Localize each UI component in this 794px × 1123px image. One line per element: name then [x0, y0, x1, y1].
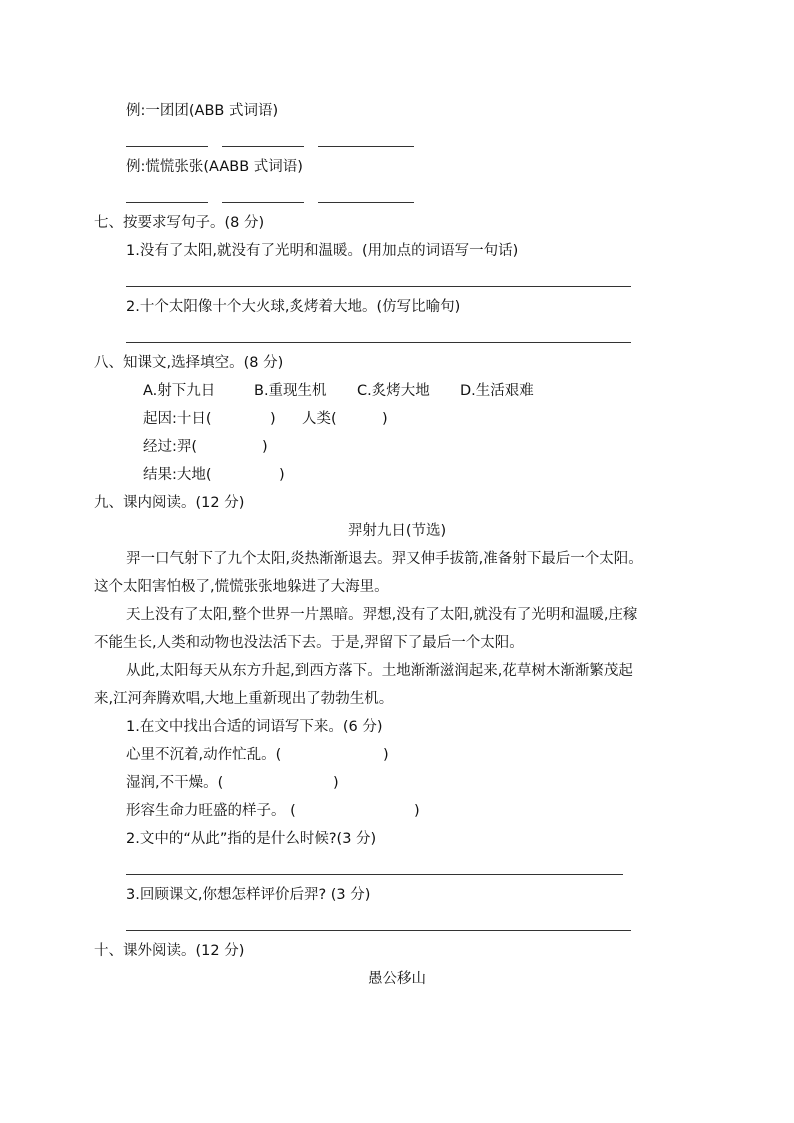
section-heading: 七、按要求写句子。(8 分)	[94, 215, 265, 231]
process-label: 经过:羿(	[143, 439, 198, 455]
answer-line[interactable]	[318, 202, 414, 203]
definition-b: 湿润,不干燥。(	[126, 775, 224, 791]
blank-close: )	[279, 467, 285, 483]
blank-close: )	[270, 411, 276, 427]
cause-label: 起因:十日(	[143, 411, 212, 427]
question-text: 1.没有了太阳,就没有了光明和温暖。(用加点的词语写一句话)	[126, 243, 519, 259]
blank-close: )	[383, 747, 389, 763]
question-text: 1.在文中找出合适的词语写下来。(6 分)	[126, 719, 383, 735]
section-heading: 十、课外阅读。(12 分)	[94, 943, 245, 959]
option-a: A.射下九日	[143, 383, 216, 399]
question-text: 2.十个太阳像十个大火球,炙烤着大地。(仿写比喻句)	[126, 299, 461, 315]
option-c: C.炙烤大地	[357, 383, 430, 399]
passage-line: 羿一口气射下了九个太阳,炎热渐渐退去。羿又伸手拔箭,准备射下最后一个太阳。	[126, 551, 643, 567]
example-abb: 例:一团团(ABB 式词语)	[126, 103, 279, 119]
question-text: 3.回顾课文,你想怎样评价后羿? (3 分)	[126, 887, 371, 903]
blank-close: )	[414, 803, 420, 819]
answer-line[interactable]	[126, 874, 623, 875]
section-heading: 九、课内阅读。(12 分)	[94, 495, 245, 511]
option-b: B.重现生机	[254, 383, 327, 399]
question-text: 2.文中的“从此”指的是什么时候?(3 分)	[126, 831, 377, 847]
passage-line: 这个太阳害怕极了,慌慌张张地躲进了大海里。	[94, 579, 389, 595]
definition-c: 形容生命力旺盛的样子。 (	[126, 803, 296, 819]
passage-line: 天上没有了太阳,整个世界一片黑暗。羿想,没有了太阳,就没有了光明和温暖,庄稼	[126, 607, 638, 623]
example-aabb: 例:慌慌张张(AABB 式词语)	[126, 159, 303, 175]
answer-line[interactable]	[222, 202, 304, 203]
answer-line[interactable]	[126, 146, 208, 147]
result-label: 结果:大地(	[143, 467, 212, 483]
humans-label: 人类(	[302, 411, 337, 427]
answer-line[interactable]	[126, 930, 631, 931]
section-heading: 八、知课文,选择填空。(8 分)	[94, 355, 284, 371]
answer-line[interactable]	[126, 342, 631, 343]
answer-line[interactable]	[222, 146, 304, 147]
passage-title: 愚公移山	[368, 971, 426, 987]
blank-close: )	[262, 439, 268, 455]
definition-a: 心里不沉着,动作忙乱。(	[126, 747, 282, 763]
answer-line[interactable]	[318, 146, 414, 147]
answer-line[interactable]	[126, 202, 208, 203]
passage-line: 从此,太阳每天从东方升起,到西方落下。土地渐渐滋润起来,花草树木渐渐繁茂起	[126, 663, 633, 679]
option-d: D.生活艰难	[460, 383, 534, 399]
blank-close: )	[382, 411, 388, 427]
passage-line: 不能生长,人类和动物也没法活下去。于是,羿留下了最后一个太阳。	[94, 635, 524, 651]
blank-close: )	[333, 775, 339, 791]
passage-line: 来,江河奔腾欢唱,大地上重新现出了勃勃生机。	[94, 691, 394, 707]
answer-line[interactable]	[126, 286, 631, 287]
passage-title: 羿射九日(节选)	[347, 523, 447, 539]
